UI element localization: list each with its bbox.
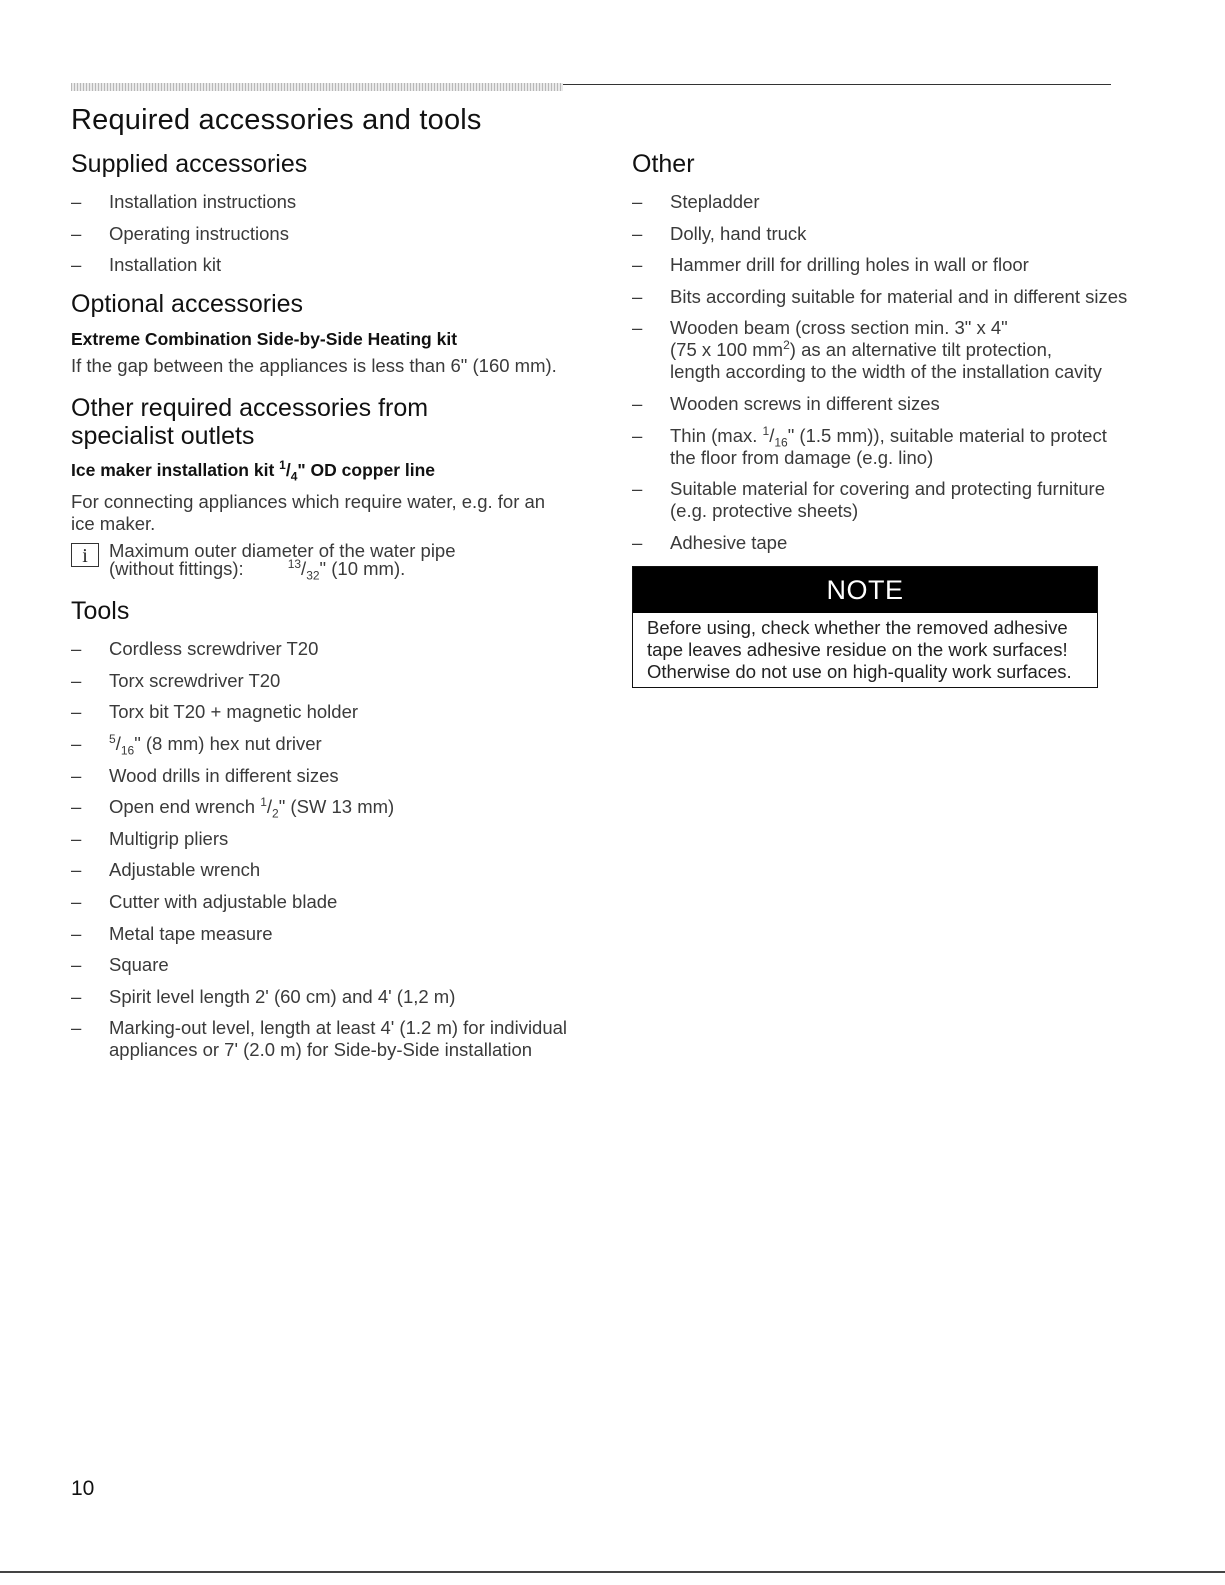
fraction-denominator: 16 bbox=[120, 743, 135, 758]
list-item: – Thin (max. $^1/_{16}$" (1.5 mm)), suitable material to protect the floor from damage (e.g. lino) bbox=[632, 425, 1152, 469]
note-line: Otherwise do not use on high-quality work surfaces. bbox=[647, 660, 1072, 682]
superscript: 2 bbox=[783, 338, 790, 353]
item-text: Marking-out level, length at least 4' (1.2 m) for individual bbox=[109, 1017, 568, 1039]
note-heading: NOTE bbox=[633, 567, 1097, 613]
list-item bbox=[71, 1017, 591, 1061]
subheading-text: Ice maker installation kit bbox=[71, 460, 280, 481]
fraction-denominator: 32 bbox=[306, 568, 320, 583]
item-text: (75 x 100 mm bbox=[670, 339, 784, 361]
item-text: Open end wrench bbox=[109, 796, 261, 818]
list-item: – Operating instructions bbox=[71, 223, 591, 245]
info-text: " (10 mm). bbox=[319, 558, 406, 580]
note-body bbox=[633, 613, 1097, 687]
list-item: – Dolly, hand truck bbox=[632, 223, 1152, 245]
heating-kit-text: If the gap between the appliances is less than 6" (160 mm). bbox=[71, 355, 557, 377]
fraction-numerator: 13 bbox=[287, 557, 302, 572]
item-text: the floor from damage (e.g. lino) bbox=[670, 446, 934, 468]
list-item bbox=[632, 478, 1152, 522]
other-list bbox=[632, 191, 1152, 554]
other-heading: Other bbox=[632, 150, 695, 178]
list-item: – Cordless screwdriver T20 bbox=[71, 638, 591, 660]
footer-rule bbox=[0, 1571, 1225, 1573]
list-item: – Multigrip pliers bbox=[71, 828, 591, 850]
item-text: Suitable material for covering and protecting furniture bbox=[670, 478, 1105, 500]
list-item: – Installation instructions bbox=[71, 191, 591, 213]
supplied-accessories-heading: Supplied accessories bbox=[71, 150, 308, 178]
fraction-denominator: 16 bbox=[774, 435, 788, 450]
header-pattern-rule bbox=[71, 83, 563, 91]
fraction-numerator: 1 bbox=[279, 458, 286, 473]
page-title: Required accessories and tools bbox=[71, 104, 482, 136]
info-text: (without fittings): bbox=[109, 558, 244, 580]
list-item bbox=[632, 317, 1152, 383]
note-line: Before using, check whether the removed adhesive bbox=[647, 616, 1068, 638]
ice-maker-kit-subheading: Ice maker installation kit $^1/_4$" OD copper line bbox=[71, 458, 436, 484]
item-text: ) as an alternative tilt protection, bbox=[789, 339, 1053, 361]
list-item: – Cutter with adjustable blade bbox=[71, 891, 591, 913]
list-item: – Bits according suitable for material and in different sizes bbox=[632, 286, 1152, 308]
specialist-heading bbox=[71, 394, 591, 450]
list-item: – Open end wrench $^1/_2$" (SW 13 mm) bbox=[71, 796, 591, 818]
left-column bbox=[71, 150, 591, 1071]
right-column bbox=[632, 150, 1152, 688]
supplied-accessories-list bbox=[71, 191, 591, 276]
item-text: " (SW 13 mm) bbox=[278, 796, 395, 818]
fraction-denominator: 4 bbox=[290, 469, 298, 484]
list-item: – Installation kit bbox=[71, 254, 591, 276]
list-item: – Wooden screws in different sizes bbox=[632, 393, 1152, 415]
list-item: – $^5/_{16}$" (8 mm) hex nut driver bbox=[71, 733, 591, 755]
fraction-denominator: 2 bbox=[272, 806, 279, 821]
list-item: – Spirit level length 2' (60 cm) and 4' (1,2 m) bbox=[71, 986, 591, 1008]
note-box bbox=[632, 566, 1098, 688]
list-item: – Square bbox=[71, 954, 591, 976]
fraction-numerator: 1 bbox=[762, 423, 770, 438]
tools-heading: Tools bbox=[71, 597, 130, 626]
list-item: – Torx bit T20 + magnetic holder bbox=[71, 701, 591, 723]
list-item: – Stepladder bbox=[632, 191, 1152, 213]
list-item: – Wood drills in different sizes bbox=[71, 765, 591, 787]
item-text: Thin (max. bbox=[670, 424, 763, 446]
item-text: (e.g. protective sheets) bbox=[670, 500, 859, 522]
item-text: appliances or 7' (2.0 m) for Side-by-Side installation bbox=[109, 1039, 533, 1061]
list-item: – Metal tape measure bbox=[71, 923, 591, 945]
subheading-text: " OD copper line bbox=[297, 460, 436, 481]
optional-accessories-heading: Optional accessories bbox=[71, 290, 304, 319]
page-number: 10 bbox=[71, 1477, 95, 1500]
fraction-numerator: 1 bbox=[260, 795, 267, 809]
item-text: " (8 mm) hex nut driver bbox=[134, 732, 322, 754]
tools-list bbox=[71, 638, 591, 1061]
info-line1: Maximum outer diameter of the water pipe bbox=[109, 540, 456, 562]
item-text: Wooden beam (cross section min. 3" x 4" bbox=[670, 317, 1008, 339]
header-rule bbox=[563, 84, 1111, 85]
specialist-heading-line1: Other required accessories from bbox=[71, 394, 429, 423]
info-icon: i bbox=[71, 543, 99, 567]
item-text: length according to the width of the installation cavity bbox=[670, 361, 1102, 383]
info-line2: (without fittings): $^{13}/_{32}$" (10 mm). bbox=[109, 557, 406, 583]
note-line: tape leaves adhesive residue on the work surfaces! bbox=[647, 638, 1068, 660]
fraction-numerator: 5 bbox=[109, 731, 116, 746]
list-item: – Torx screwdriver T20 bbox=[71, 670, 591, 692]
ice-maker-text: For connecting appliances which require water, e.g. for an ice maker. bbox=[71, 491, 546, 535]
item-text: " (1.5 mm)), suitable material to protect bbox=[787, 424, 1107, 446]
heating-kit-subheading: Extreme Combination Side-by-Side Heating kit bbox=[71, 329, 458, 350]
info-note bbox=[71, 540, 591, 583]
list-item: – Adjustable wrench bbox=[71, 859, 591, 881]
list-item: – Adhesive tape bbox=[632, 532, 1152, 554]
list-item: – Hammer drill for drilling holes in wall or floor bbox=[632, 254, 1152, 276]
specialist-heading-line2: specialist outlets bbox=[71, 422, 255, 451]
